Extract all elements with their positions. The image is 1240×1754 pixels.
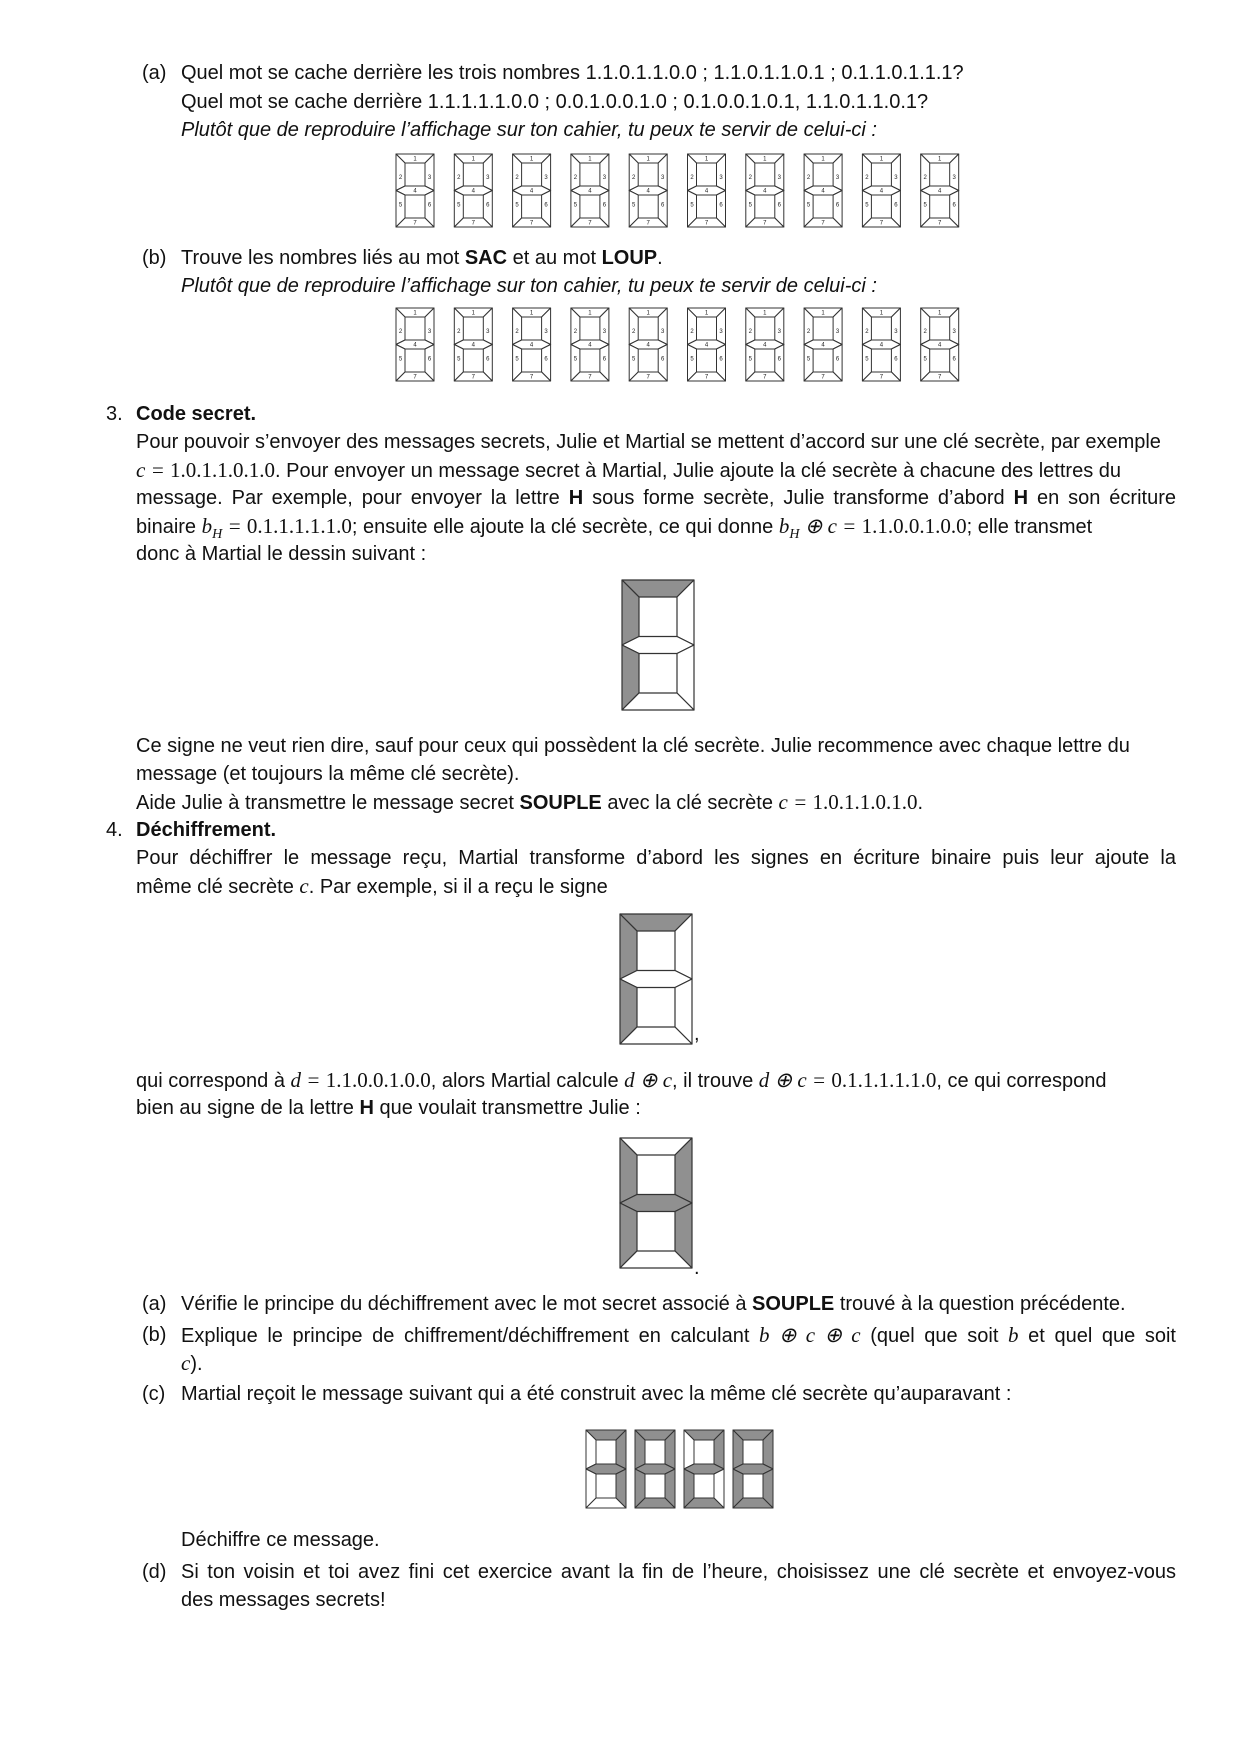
segment-number-label: 4 bbox=[646, 342, 650, 349]
numbered-blank-digit bbox=[804, 308, 842, 381]
segment-number-label: 6 bbox=[602, 202, 607, 209]
segment-number-label: 7 bbox=[704, 220, 709, 227]
segment-number-label: 1 bbox=[471, 156, 475, 163]
segment-number-label: 5 bbox=[457, 356, 461, 363]
segment-number-label: 7 bbox=[938, 374, 942, 381]
segment-number-label: 2 bbox=[865, 174, 869, 181]
segment-number-label: 3 bbox=[661, 174, 665, 181]
segment-number-label: 1 bbox=[646, 156, 650, 163]
segment-number-label: 5 bbox=[515, 202, 519, 209]
segment-number-label: 1 bbox=[879, 310, 884, 317]
segment-number-label: 4 bbox=[471, 188, 475, 195]
segment-number-label: 6 bbox=[894, 356, 898, 363]
segment-number-label: 3 bbox=[661, 328, 665, 335]
q4b-text: Explique le principe de chiffrement/déchiffrement en calculant b ⊕ c ⊕ c (quel que soit b et quel que soit bbox=[181, 1323, 1176, 1347]
received-digit-punct: , bbox=[694, 1023, 700, 1045]
q4d-text: Si ton voisin et toi avez fini cet exercice avant la fin de l’heure, choisissez une clé secrète et envoyez-vous bbox=[181, 1561, 1176, 1583]
segment-number-label: 1 bbox=[646, 310, 650, 317]
numbered-blank-digit bbox=[629, 154, 667, 227]
segment-number-label: 1 bbox=[588, 310, 592, 317]
segment-number-label: 7 bbox=[529, 374, 534, 381]
q4-title: Déchiffrement. bbox=[136, 819, 277, 841]
segment-number-label: 2 bbox=[806, 174, 811, 181]
segment-number-label: 5 bbox=[865, 202, 869, 209]
segment-number-label: 7 bbox=[588, 374, 592, 381]
q2a-line1: Quel mot se cache derrière les trois nombres 1.1.0.1.1.0.0 ; 1.1.0.1.1.0.1 ; 0.1.1.0.1.1.1? bbox=[181, 62, 964, 84]
segment-number-label: 1 bbox=[529, 310, 534, 317]
decrypted-digit bbox=[620, 1138, 692, 1268]
numbered-blank-digit bbox=[571, 308, 609, 381]
segment-number-label: 3 bbox=[544, 174, 548, 181]
q3-paragraph-line: binaire $b_H = 0.1.1.1.1.1.0$; ensuite elle ajoute la clé secrète, ce qui donne $b_H$ ⊕ c = 1.1.0.0.1.0.0; elle transmet bbox=[136, 514, 1093, 542]
segment-number-label: 5 bbox=[632, 202, 636, 209]
segment-number-label: 4 bbox=[704, 188, 709, 195]
segment-number-label: 7 bbox=[763, 374, 767, 381]
message-digit bbox=[684, 1430, 724, 1508]
segment-number-label: 4 bbox=[704, 342, 709, 349]
segment-number-label: 5 bbox=[690, 356, 694, 363]
q4-paragraph-line: bien au signe de la lettre H que voulait transmettre Julie : bbox=[136, 1097, 641, 1119]
segment-number-label: 5 bbox=[923, 356, 927, 363]
segment-number-label: 1 bbox=[763, 156, 767, 163]
segment-number-label: 6 bbox=[661, 202, 665, 209]
numbered-blank-digit bbox=[629, 308, 667, 381]
encrypted-h-digit bbox=[620, 578, 700, 714]
q2b-label: (b) bbox=[142, 247, 167, 269]
q4-paragraph-line: même clé secrète c. Par exemple, si il a reçu le signe bbox=[136, 874, 608, 898]
segment-number-label: 6 bbox=[952, 356, 956, 363]
numbered-blank-digit bbox=[862, 308, 900, 381]
numbered-blank-digit bbox=[921, 154, 959, 227]
segment-number-label: 1 bbox=[763, 310, 767, 317]
segment-number-label: 1 bbox=[938, 156, 942, 163]
q3-paragraph-line: Aide Julie à transmettre le message secret SOUPLE avec la clé secrète c = 1.0.1.1.0.1.0. bbox=[136, 790, 924, 814]
segment-number-label: 5 bbox=[632, 356, 636, 363]
segment-number-label: 3 bbox=[894, 328, 898, 335]
segment-number-label: 5 bbox=[748, 356, 752, 363]
segment-number-label: 4 bbox=[879, 342, 884, 349]
q2a-label: (a) bbox=[142, 62, 167, 84]
segment-number-label: 2 bbox=[632, 328, 636, 335]
q4d-label: (d) bbox=[142, 1561, 167, 1583]
message-digit bbox=[586, 1430, 626, 1508]
numbered-blank-digit bbox=[513, 154, 551, 227]
segment-number-label: 7 bbox=[413, 220, 417, 227]
q4c-instruction: Déchiffre ce message. bbox=[181, 1529, 380, 1551]
segment-number-label: 1 bbox=[938, 310, 942, 317]
segment-number-label: 7 bbox=[763, 220, 767, 227]
segment-number-label: 1 bbox=[588, 156, 592, 163]
segment-number-label: 7 bbox=[646, 374, 650, 381]
segment-number-label: 5 bbox=[806, 356, 811, 363]
q3-paragraph-line: Ce signe ne veut rien dire, sauf pour ceux qui possèdent la clé secrète. Julie recommence avec chaque lettre du bbox=[136, 735, 1130, 757]
segment-number-label: 6 bbox=[544, 356, 548, 363]
segment-number-label: 1 bbox=[821, 156, 825, 163]
numbered-blank-digit bbox=[396, 308, 434, 381]
segment-number-label: 3 bbox=[835, 328, 840, 335]
segment-number-label: 4 bbox=[763, 188, 767, 195]
numbered-blank-digit bbox=[862, 154, 900, 227]
secret-message-digits bbox=[584, 1428, 784, 1512]
segment-number-label: 3 bbox=[952, 328, 956, 335]
segment-number-label: 4 bbox=[938, 188, 942, 195]
segment-number-label: 1 bbox=[413, 310, 417, 317]
q4d-text-cont: des messages secrets! bbox=[181, 1589, 386, 1611]
segment-number-label: 1 bbox=[879, 156, 884, 163]
segment-number-label: 3 bbox=[952, 174, 956, 181]
segment-number-label: 5 bbox=[748, 202, 752, 209]
message-digit bbox=[733, 1430, 773, 1508]
segment-number-label: 2 bbox=[515, 174, 519, 181]
segment-number-label: 1 bbox=[704, 310, 709, 317]
segment-number-label: 7 bbox=[821, 220, 825, 227]
segment-number-label: 2 bbox=[748, 174, 752, 181]
segment-number-label: 4 bbox=[413, 342, 417, 349]
numbered-blank-digit bbox=[571, 154, 609, 227]
segment-number-label: 7 bbox=[879, 220, 884, 227]
numbered-blank-digit bbox=[513, 308, 551, 381]
q2a-line2: Quel mot se cache derrière 1.1.1.1.1.0.0 ; 0.0.1.0.0.1.0 ; 0.1.0.0.1.0.1, 1.1.0.1.1.0.1? bbox=[181, 91, 929, 113]
segment-number-label: 3 bbox=[544, 328, 548, 335]
segment-number-label: 2 bbox=[690, 174, 694, 181]
segment-number-label: 3 bbox=[427, 174, 432, 181]
q3-paragraph-line: Pour pouvoir s’envoyer des messages secrets, Julie et Martial se mettent d’accord sur une clé secrète, par exemple bbox=[136, 431, 1161, 453]
q3-number: 3. bbox=[106, 403, 123, 425]
q3-paragraph-line: message. Par exemple, pour envoyer la lettre H sous forme secrète, Julie transforme d’abord H en son écriture bbox=[136, 487, 1176, 509]
digit-grid-2a bbox=[394, 152, 974, 232]
segment-number-label: 3 bbox=[835, 174, 840, 181]
q3-title: Code secret. bbox=[136, 403, 257, 425]
q4b-label: (b) bbox=[142, 1324, 167, 1346]
q3-paragraph-line: message (et toujours la même clé secrète). bbox=[136, 763, 520, 785]
q2b-line1: Trouve les nombres liés au mot SAC et au mot LOUP. bbox=[181, 247, 663, 269]
segment-number-label: 7 bbox=[821, 374, 825, 381]
decrypted-h-digit bbox=[618, 1136, 698, 1272]
segment-number-label: 5 bbox=[457, 202, 461, 209]
segment-number-label: 6 bbox=[894, 202, 898, 209]
segment-number-label: 4 bbox=[879, 188, 884, 195]
q4a-text: Vérifie le principe du déchiffrement avec le mot secret associé à SOUPLE trouvé à la question précédente. bbox=[181, 1293, 1126, 1315]
segment-number-label: 6 bbox=[719, 202, 723, 209]
message-digit bbox=[635, 1430, 675, 1508]
segment-number-label: 5 bbox=[690, 202, 694, 209]
segment-number-label: 4 bbox=[821, 342, 825, 349]
segment-number-label: 2 bbox=[806, 328, 811, 335]
q4-paragraph-line: qui correspond à d = 1.1.0.0.1.0.0, alors Martial calcule d ⊕ c, il trouve d ⊕ c = 0.1.1.1.1.1.0, ce qui correspond bbox=[136, 1068, 1107, 1092]
segment-number-label: 2 bbox=[632, 174, 636, 181]
segment-number-label: 2 bbox=[573, 174, 578, 181]
q3-paragraph-line: c = 1.0.1.1.0.1.0. Pour envoyer un message secret à Martial, Julie ajoute la clé secrète à chacune des lettres du bbox=[136, 458, 1122, 482]
segment-number-label: 7 bbox=[529, 220, 534, 227]
segment-number-label: 6 bbox=[486, 356, 490, 363]
segment-number-label: 2 bbox=[573, 328, 578, 335]
segment-number-label: 6 bbox=[427, 202, 432, 209]
segment-number-label: 5 bbox=[806, 202, 811, 209]
segment-number-label: 6 bbox=[544, 202, 548, 209]
numbered-blank-digit bbox=[921, 308, 959, 381]
segment-number-label: 6 bbox=[777, 356, 781, 363]
segment-number-label: 5 bbox=[398, 202, 403, 209]
segment-number-label: 5 bbox=[865, 356, 869, 363]
q2a-instruction: Plutôt que de reproduire l’affichage sur ton cahier, tu peux te servir de celui-ci : bbox=[181, 119, 877, 141]
segment-number-label: 1 bbox=[413, 156, 417, 163]
segment-number-label: 4 bbox=[821, 188, 825, 195]
segment-number-label: 4 bbox=[413, 188, 417, 195]
segment-number-label: 3 bbox=[777, 328, 781, 335]
q4b-text-cont: c). bbox=[181, 1351, 203, 1375]
segment-number-label: 2 bbox=[923, 174, 927, 181]
segment-number-label: 4 bbox=[471, 342, 475, 349]
segment-number-label: 7 bbox=[588, 220, 592, 227]
segment-number-label: 3 bbox=[427, 328, 432, 335]
q4-paragraph-line: Pour déchiffrer le message reçu, Martial transforme d’abord les signes en écriture binaire puis leur ajoute la bbox=[136, 847, 1176, 869]
q4c-label: (c) bbox=[142, 1383, 166, 1405]
segment-number-label: 4 bbox=[646, 188, 650, 195]
segment-number-label: 3 bbox=[777, 174, 781, 181]
segment-number-label: 6 bbox=[719, 356, 723, 363]
numbered-blank-digit bbox=[746, 154, 784, 227]
q3-paragraph-line: donc à Martial le dessin suivant : bbox=[136, 543, 427, 565]
segment-number-label: 6 bbox=[661, 356, 665, 363]
segment-number-label: 6 bbox=[777, 202, 781, 209]
segment-number-label: 3 bbox=[719, 174, 723, 181]
q2b-instruction: Plutôt que de reproduire l’affichage sur ton cahier, tu peux te servir de celui-ci : bbox=[181, 275, 877, 297]
segment-number-label: 6 bbox=[427, 356, 432, 363]
segment-number-label: 4 bbox=[763, 342, 767, 349]
encrypted-digit bbox=[622, 580, 694, 710]
q4-number: 4. bbox=[106, 819, 123, 841]
segment-number-label: 7 bbox=[938, 220, 942, 227]
segment-number-label: 3 bbox=[719, 328, 723, 335]
numbered-blank-digit bbox=[688, 308, 726, 381]
segment-number-label: 3 bbox=[486, 174, 490, 181]
segment-number-label: 5 bbox=[515, 356, 519, 363]
numbered-blank-digit bbox=[396, 154, 434, 227]
segment-number-label: 7 bbox=[704, 374, 709, 381]
digit-grid-2b bbox=[394, 306, 974, 386]
segment-number-label: 4 bbox=[529, 188, 534, 195]
segment-number-label: 1 bbox=[821, 310, 825, 317]
segment-number-label: 6 bbox=[486, 202, 490, 209]
segment-number-label: 5 bbox=[923, 202, 927, 209]
segment-number-label: 6 bbox=[835, 356, 840, 363]
segment-number-label: 2 bbox=[923, 328, 927, 335]
q4a-label: (a) bbox=[142, 1293, 167, 1315]
segment-number-label: 4 bbox=[588, 342, 592, 349]
segment-number-label: 7 bbox=[471, 374, 475, 381]
numbered-blank-digit bbox=[454, 154, 492, 227]
segment-number-label: 4 bbox=[938, 342, 942, 349]
received-digit bbox=[620, 914, 692, 1044]
segment-number-label: 2 bbox=[515, 328, 519, 335]
segment-number-label: 6 bbox=[952, 202, 956, 209]
segment-number-label: 2 bbox=[398, 174, 403, 181]
segment-number-label: 3 bbox=[602, 174, 607, 181]
segment-number-label: 7 bbox=[879, 374, 884, 381]
decrypted-digit-punct: . bbox=[694, 1257, 700, 1279]
q4c-text: Martial reçoit le message suivant qui a été construit avec la même clé secrète qu’auparavant : bbox=[181, 1383, 1012, 1405]
segment-number-label: 1 bbox=[471, 310, 475, 317]
segment-number-label: 7 bbox=[471, 220, 475, 227]
numbered-blank-digit bbox=[688, 154, 726, 227]
received-digit bbox=[618, 912, 698, 1048]
segment-number-label: 6 bbox=[602, 356, 607, 363]
segment-number-label: 2 bbox=[748, 328, 752, 335]
numbered-blank-digit bbox=[804, 154, 842, 227]
segment-number-label: 3 bbox=[602, 328, 607, 335]
segment-number-label: 5 bbox=[573, 356, 578, 363]
segment-number-label: 2 bbox=[690, 328, 694, 335]
numbered-blank-digit bbox=[454, 308, 492, 381]
segment-number-label: 2 bbox=[457, 328, 461, 335]
segment-number-label: 7 bbox=[646, 220, 650, 227]
segment-number-label: 2 bbox=[398, 328, 403, 335]
segment-number-label: 2 bbox=[457, 174, 461, 181]
segment-number-label: 5 bbox=[398, 356, 403, 363]
segment-number-label: 2 bbox=[865, 328, 869, 335]
segment-number-label: 4 bbox=[588, 188, 592, 195]
segment-number-label: 1 bbox=[529, 156, 534, 163]
segment-number-label: 3 bbox=[894, 174, 898, 181]
segment-number-label: 4 bbox=[529, 342, 534, 349]
numbered-blank-digit bbox=[746, 308, 784, 381]
segment-number-label: 5 bbox=[573, 202, 578, 209]
segment-number-label: 6 bbox=[835, 202, 840, 209]
segment-number-label: 1 bbox=[704, 156, 709, 163]
segment-number-label: 3 bbox=[486, 328, 490, 335]
segment-number-label: 7 bbox=[413, 374, 417, 381]
